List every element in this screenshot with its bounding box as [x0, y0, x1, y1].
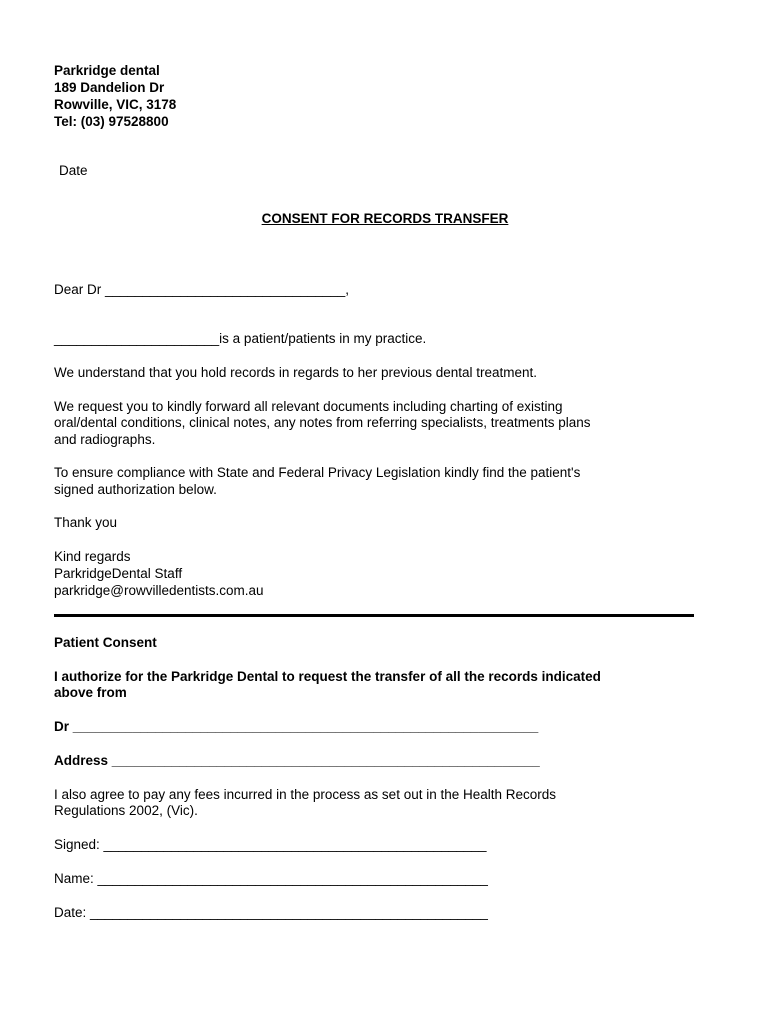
practice-street: 189 Dandelion Dr: [54, 80, 165, 95]
patient-line: ______________________is a patient/patients in my practice.: [54, 331, 427, 346]
signed-field: Signed: ___________________________________________________: [54, 837, 487, 852]
paragraph-request-line: oral/dental conditions, clinical notes, any notes from referring specialists, treatments plans: [54, 415, 591, 430]
paragraph-compliance-line: signed authorization below.: [54, 482, 217, 497]
fees-line: I also agree to pay any fees incurred in the process as set out in the Health Records: [54, 787, 557, 802]
name-field: Name: ____________________________________________________: [54, 871, 488, 886]
section-divider: [54, 614, 694, 617]
closing-line: Kind regards: [54, 549, 131, 564]
practice-phone: Tel: (03) 97528800: [54, 114, 169, 129]
consent-heading: Patient Consent: [54, 635, 157, 650]
page-title: CONSENT FOR RECORDS TRANSFER: [261, 211, 509, 226]
paragraph-request-line: and radiographs.: [54, 432, 156, 447]
address-field: Address _________________________________________________________: [54, 753, 540, 768]
email-line: parkridge@rowvilledentists.com.au: [54, 583, 264, 598]
date-label: Date: [59, 163, 88, 178]
paragraph-compliance-line: To ensure compliance with State and Federal Privacy Legislation kindly find the patient's: [54, 465, 581, 480]
dr-field: Dr ______________________________________________________________: [54, 719, 539, 734]
salutation-line: Dear Dr ________________________________,: [54, 282, 350, 297]
thanks-line: Thank you: [54, 515, 118, 530]
authorize-line: above from: [54, 685, 127, 700]
practice-suburb: Rowville, VIC, 3178: [54, 97, 177, 112]
paragraph-request-line: We request you to kindly forward all relevant documents including charting of existing: [54, 399, 563, 414]
fees-line: Regulations 2002, (Vic).: [54, 803, 198, 818]
paragraph-records: We understand that you hold records in regards to her previous dental treatment.: [54, 365, 538, 380]
practice-name: Parkridge dental: [54, 63, 160, 78]
signatory-line: ParkridgeDental Staff: [54, 566, 183, 581]
date-field: Date: _____________________________________________________: [54, 905, 488, 920]
authorize-line: I authorize for the Parkridge Dental to request the transfer of all the records indicated: [54, 669, 601, 684]
